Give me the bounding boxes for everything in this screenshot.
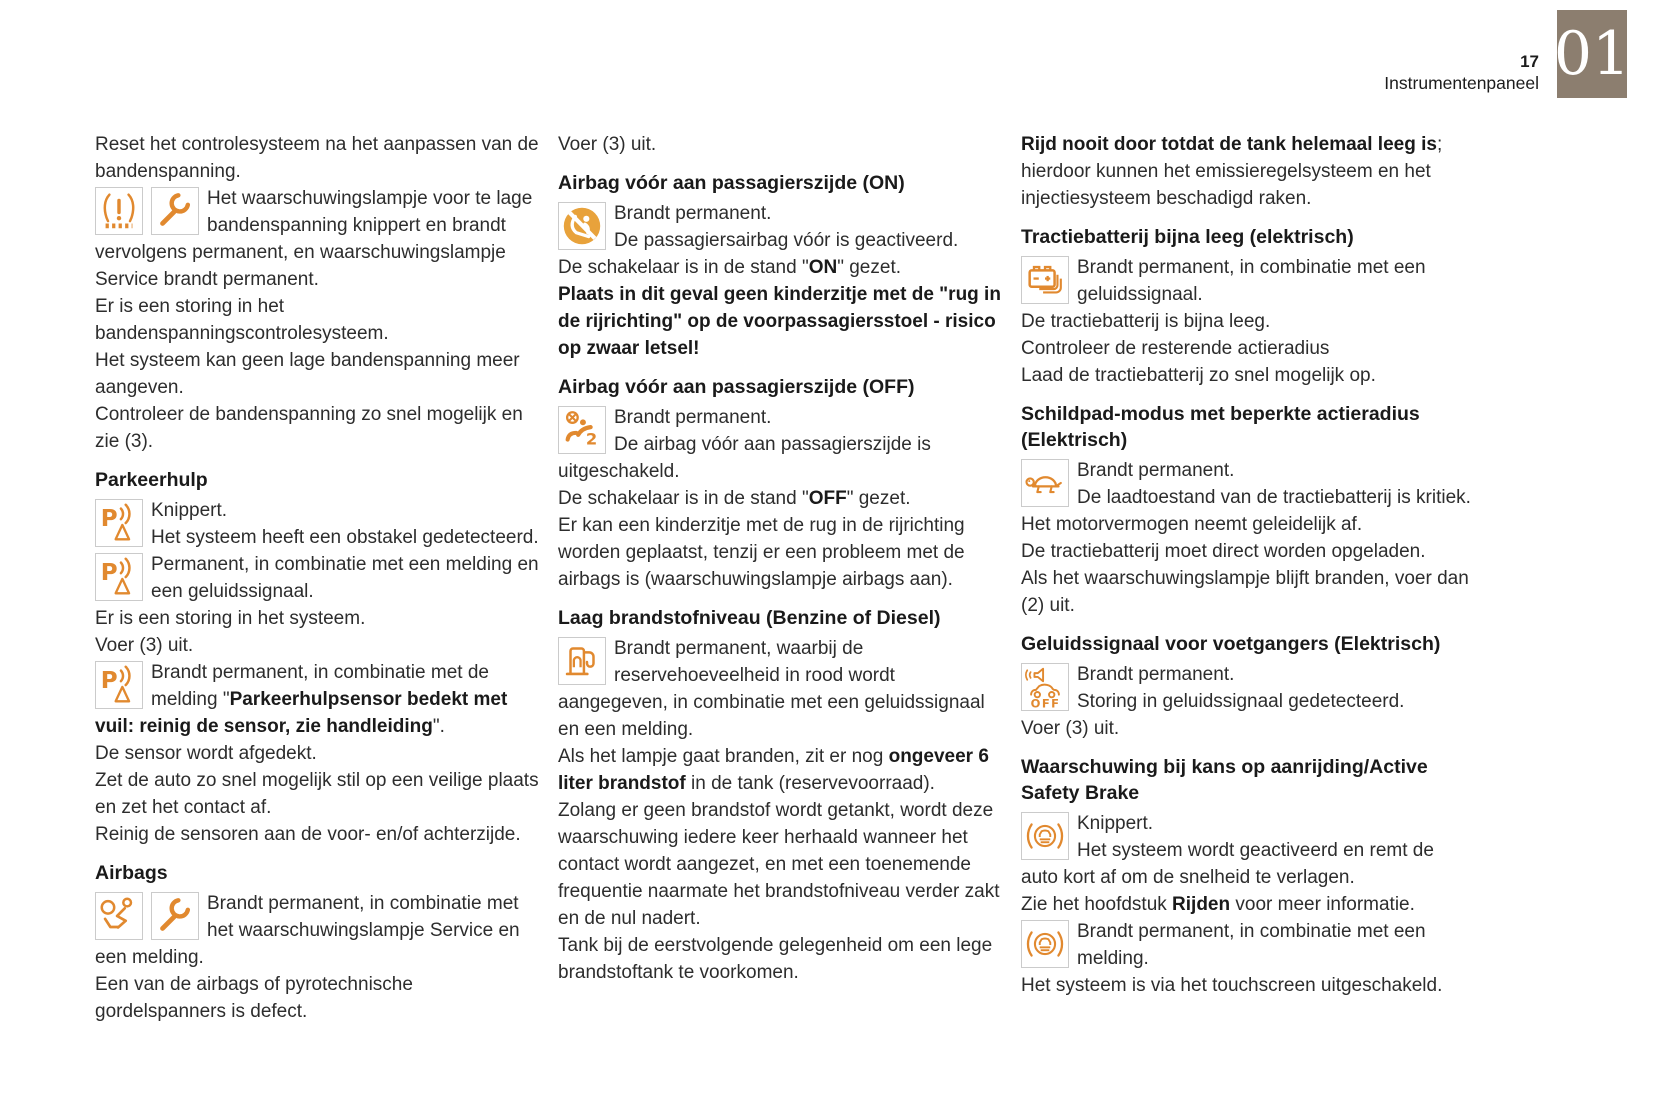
paragraph [1021,362,1471,389]
service-wrench-icon [151,187,199,235]
paragraph [558,743,1008,797]
text-run: Storing in geluidssignaal gedetecteerd. [1077,691,1405,712]
text-run: Zie het hoofdstuk [1021,894,1173,915]
text-run: Parkeerhulpsensor bedekt met vuil: reinig de sensor, zie handleiding [95,689,508,737]
text-run: Een van de airbags of pyrotechnische gordelspanners is defect. [95,974,413,1022]
section-heading [1021,401,1471,453]
warning-light-block [558,404,1008,485]
text-run: ; hierdoor kunnen het emissieregelsysteem en het injectiesysteem beschadigd raken. [1021,134,1443,209]
warning-light-block [1021,810,1471,891]
section-title: Instrumentenpaneel [1384,73,1539,93]
text-run: Voer (3) uit. [95,635,194,656]
text-run: Het systeem wordt geactiveerd en remt de auto kort af om de snelheid te verlagen. [1021,840,1434,888]
heading-text: Airbags [95,862,168,884]
page-content [95,131,1471,1025]
section-heading [558,170,1008,196]
chapter-box [1553,10,1631,98]
paragraph [95,767,545,821]
paragraph [1021,565,1471,619]
text-run: Brandt permanent, in combinatie met een geluidssignaal. [1077,257,1426,305]
warning-light-block [95,551,545,605]
heading-text: Waarschuwing bij kans op aanrijding/Active Safety Brake [1021,756,1428,804]
text-run: Brandt permanent. [1077,664,1235,685]
active-safety-brake-icon [1021,920,1069,968]
text-run: voor meer informatie. [1230,894,1415,915]
paragraph [1021,335,1471,362]
warning-light-block [95,890,545,971]
text-run: Het systeem kan geen lage bandenspanning meer aangeven. [95,350,520,398]
text-run: Plaats in dit geval geen kinderzitje met de "rug in de rijrichting" op de voorpassagiersstoel - risico op zwaar letsel! [558,284,1001,359]
heading-text: Tractiebatterij bijna leeg (elektrisch) [1021,226,1354,248]
paragraph [1021,715,1471,742]
text-run: Controleer de resterende actieradius [1021,338,1330,359]
text-run: De passagiersairbag vóór is geactiveerd. [614,230,959,251]
text-run: De tractiebatterij moet direct worden opgeladen. [1021,541,1426,562]
fuel-pump-icon [558,637,606,685]
text-run: Rijd nooit door totdat de tank helemaal leeg is [1021,134,1437,155]
text-run: Brandt permanent, in combinatie met de melding " [151,662,489,710]
text-run: ON [808,257,838,278]
section-heading [1021,224,1471,250]
text-run: De laadtoestand van de tractiebatterij is kritiek. [1077,487,1471,508]
section-heading [95,860,545,886]
text-run: De airbag vóór aan passagierszijde is uitgeschakeld. [558,434,931,482]
paragraph [558,512,1008,593]
section-heading [558,374,1008,400]
text-run: Rijden [1172,894,1231,915]
text-run: Brandt permanent, waarbij de reservehoeveelheid in rood wordt aangegeven, in combinatie met een geluidssignaal en een melding. [558,638,985,740]
paragraph [95,131,545,185]
paragraph [1021,538,1471,565]
text-run: Het motorvermogen neemt geleidelijk af. [1021,514,1363,535]
warning-light-block [95,659,545,740]
warning-light-block [1021,661,1471,715]
paragraph [1021,131,1471,212]
paragraph [95,632,545,659]
column-2 [558,131,1008,1025]
page-number: 17 [1520,52,1539,71]
service-wrench-icon [151,892,199,940]
warning-light-block [558,200,1008,254]
text-run: De tractiebatterij is bijna leeg. [1021,311,1271,332]
text-run: Tank bij de eerstvolgende gelegenheid om een lege brandstoftank te voorkomen. [558,935,993,983]
parking-sensor-icon [95,661,143,709]
text-run: Voer (3) uit. [558,134,657,155]
text-run: OFF [808,488,847,509]
text-run: Als het lampje gaat branden, zit er nog [558,746,889,767]
turtle-mode-icon [1021,459,1069,507]
warning-light-block [95,185,545,293]
column-3 [1021,131,1471,1025]
paragraph [1021,891,1471,918]
text-run: Brandt permanent, in combinatie met een melding. [1077,921,1426,969]
section-heading [95,467,545,493]
text-run: De schakelaar is in de stand " [558,488,809,509]
paragraph [1021,511,1471,538]
text-run: Zolang er geen brandstof wordt getankt, wordt deze waarschuwing iedere keer herhaald wanneer het contact wordt aangezet, en met een toenemende frequentie naarmate het brandstofniveau verder zakt en de nul nadert. [558,800,1000,929]
warning-light-block [558,635,1008,743]
tire-pressure-warning-icon [95,187,143,235]
text-run: Permanent, in combinatie met een melding en een geluidssignaal. [151,554,539,602]
section-heading [1021,754,1471,806]
heading-text: Airbag vóór aan passagierszijde (OFF) [558,376,915,398]
warning-light-block [95,497,545,551]
text-run: ongeveer 6 liter brandstof [558,746,989,794]
text-run: Brandt permanent. [1077,460,1235,481]
text-run: De sensor wordt afgedekt. [95,743,317,764]
text-run: " gezet. [846,488,911,509]
airbag-warning-icon [95,892,143,940]
paragraph [95,347,545,401]
text-run: Knippert. [151,500,228,521]
traction-battery-icon [1021,256,1069,304]
text-run: Brandt permanent, in combinatie met het waarschuwingslampje Service en een melding. [95,893,520,968]
text-run: Controleer de bandenspanning zo snel mogelijk en zie (3). [95,404,523,452]
paragraph [95,821,545,848]
paragraph [558,485,1008,512]
text-run: Het waarschuwingslampje voor te lage bandenspanning knippert en brandt vervolgens permanent, en waarschuwingslampje Service brandt permanent. [95,188,533,290]
text-run: in de tank (reservevoorraad). [685,773,935,794]
paragraph [558,131,1008,158]
paragraph [558,797,1008,932]
passenger-airbag-off-icon [558,406,606,454]
paragraph [1021,308,1471,335]
text-run: Als het waarschuwingslampje blijft branden, voer dan (2) uit. [1021,568,1469,616]
text-run: " gezet. [837,257,902,278]
text-run: Knippert. [1077,813,1154,834]
text-run: Er is een storing in het bandenspanningscontrolesysteem. [95,296,389,344]
heading-text: Laag brandstofniveau (Benzine of Diesel) [558,607,941,629]
heading-text: Geluidssignaal voor voetgangers (Elektrisch) [1021,633,1441,655]
heading-text: Parkeerhulp [95,469,208,491]
warning-light-block [1021,457,1471,511]
paragraph [95,293,545,347]
text-run: Brandt permanent. [614,203,772,224]
paragraph [95,740,545,767]
heading-text: Schildpad-modus met beperkte actieradius (Elektrisch) [1021,403,1420,451]
text-run: Brandt permanent. [614,407,772,428]
paragraph [1021,972,1471,999]
text-run: De schakelaar is in de stand " [558,257,809,278]
column-1 [95,131,545,1025]
paragraph [95,401,545,455]
text-run: Het systeem heeft een obstakel gedetecteerd. [151,527,539,548]
active-safety-brake-icon [1021,812,1069,860]
text-run: Zet de auto zo snel mogelijk stil op een veilige plaats en zet het contact af. [95,770,539,818]
text-run: Er kan een kinderzitje met de rug in de rijrichting worden geplaatst, tenzij er een probleem met de airbags is (waarschuwingslampje airbags aan). [558,515,965,590]
warning-light-block [1021,254,1471,308]
text-run: Er is een storing in het systeem. [95,608,366,629]
text-run: Reset het controlesysteem na het aanpassen van de bandenspanning. [95,134,539,182]
text-run: Reinig de sensoren aan de voor- en/of achterzijde. [95,824,521,845]
text-run: Voer (3) uit. [1021,718,1120,739]
parking-sensor-icon [95,499,143,547]
heading-text: Airbag vóór aan passagierszijde (ON) [558,172,905,194]
warning-light-block [1021,918,1471,972]
text-run: ". [432,716,445,737]
chapter-number: 01 [1553,19,1631,89]
paragraph [558,932,1008,986]
parking-sensor-icon [95,553,143,601]
paragraph [558,254,1008,281]
paragraph [95,605,545,632]
pedestrian-sound-off-icon [1021,663,1069,711]
section-heading [1021,631,1471,657]
text-run: Laad de tractiebatterij zo snel mogelijk op. [1021,365,1376,386]
passenger-airbag-on-icon [558,202,606,250]
paragraph [95,971,545,1025]
text-run: Het systeem is via het touchscreen uitgeschakeld. [1021,975,1443,996]
section-heading [558,605,1008,631]
paragraph [558,281,1008,362]
